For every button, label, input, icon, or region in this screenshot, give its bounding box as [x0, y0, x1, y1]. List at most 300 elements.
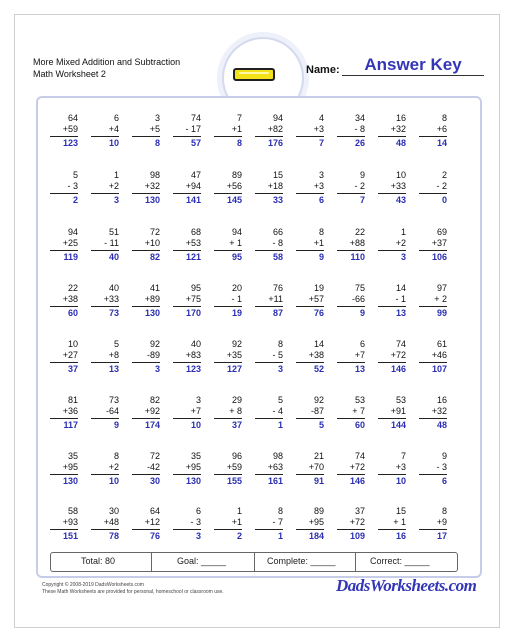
problem-operand: - 2 — [354, 181, 365, 191]
problem-rule — [337, 193, 365, 194]
problem-answer: 37 — [231, 420, 242, 430]
problem-answer: 10 — [190, 420, 201, 430]
problem-answer: 121 — [185, 252, 201, 262]
problem-item — [296, 283, 324, 319]
problem-top-number: 7 — [236, 113, 242, 123]
problem-top-number: 15 — [272, 170, 283, 180]
problem-top-number: 98 — [149, 170, 160, 180]
problem-rule — [296, 250, 324, 251]
problem-answer: 16 — [395, 531, 406, 541]
problem-item — [214, 451, 242, 487]
problem-item — [132, 170, 160, 206]
problem-answer: 99 — [436, 308, 447, 318]
problem-answer: 76 — [313, 308, 324, 318]
problem-rule — [173, 474, 201, 475]
problem-answer: 9 — [318, 252, 324, 262]
problem-answer: 52 — [313, 364, 324, 374]
problem-item — [91, 170, 119, 206]
problem-rule — [419, 250, 447, 251]
problem-rule — [214, 362, 242, 363]
problem-top-number: 8 — [441, 113, 447, 123]
copyright-line-1: Copyright © 2008-2019 DadsWorksheets.com — [42, 582, 144, 588]
problem-operand: - 3 — [67, 181, 78, 191]
problem-operand: + 2 — [434, 294, 447, 304]
problem-item — [419, 451, 447, 487]
problem-rule — [378, 306, 406, 307]
problem-rule — [378, 193, 406, 194]
problem-item — [214, 283, 242, 319]
problem-item — [255, 395, 283, 431]
problem-item — [255, 451, 283, 487]
problem-item — [296, 170, 324, 206]
problem-top-number: 51 — [108, 227, 119, 237]
pencil-icon — [233, 68, 275, 81]
problem-top-number: 64 — [67, 113, 78, 123]
problem-operand: +70 — [308, 462, 324, 472]
problem-rule — [255, 193, 283, 194]
problem-item — [91, 451, 119, 487]
problem-rule — [419, 362, 447, 363]
problem-operand: - 3 — [436, 462, 447, 472]
footer-divider — [254, 553, 255, 571]
problem-item — [337, 339, 365, 375]
problem-answer: 2 — [72, 195, 78, 205]
problem-rule — [50, 306, 78, 307]
goal-field: Goal: _____ — [177, 556, 227, 566]
problem-rule — [337, 136, 365, 137]
problem-operand: +75 — [185, 294, 201, 304]
problem-item — [378, 170, 406, 206]
problem-operand: +8 — [108, 350, 119, 360]
problem-top-number: 94 — [231, 227, 242, 237]
problem-top-number: 16 — [436, 395, 447, 405]
problem-operand: +88 — [349, 238, 365, 248]
problem-rule — [50, 193, 78, 194]
correct-field: Correct: _____ — [370, 556, 430, 566]
problem-answer: 161 — [267, 476, 283, 486]
problem-item — [91, 283, 119, 319]
problem-item — [419, 170, 447, 206]
problem-item — [91, 395, 119, 431]
problem-item — [173, 170, 201, 206]
problem-answer: 107 — [431, 364, 447, 374]
problem-item — [337, 506, 365, 542]
problem-answer: 144 — [390, 420, 406, 430]
problem-rule — [50, 250, 78, 251]
problem-operand: +6 — [436, 124, 447, 134]
problem-operand: -89 — [146, 350, 160, 360]
problem-operand: +37 — [431, 238, 447, 248]
problem-rule — [132, 136, 160, 137]
problem-top-number: 40 — [108, 283, 119, 293]
problem-answer: 3 — [277, 364, 283, 374]
problem-operand: - 7 — [272, 517, 283, 527]
problem-answer: 7 — [318, 138, 324, 148]
problem-item — [173, 451, 201, 487]
problem-top-number: 29 — [231, 395, 242, 405]
problem-answer: 145 — [226, 195, 242, 205]
problem-top-number: 30 — [108, 506, 119, 516]
problem-item — [337, 451, 365, 487]
problem-answer: 110 — [350, 252, 365, 262]
problem-answer: 8 — [154, 138, 160, 148]
total-count: Total: 80 — [81, 556, 116, 566]
problem-answer: 127 — [226, 364, 242, 374]
problem-top-number: 92 — [231, 339, 242, 349]
problem-item — [50, 506, 78, 542]
problem-operand: +2 — [108, 181, 119, 191]
problem-rule — [132, 306, 160, 307]
problem-operand: +91 — [390, 406, 406, 416]
problem-answer: 155 — [226, 476, 242, 486]
footer-divider — [151, 553, 152, 571]
problem-top-number: 73 — [108, 395, 119, 405]
problem-operand: + 8 — [229, 406, 242, 416]
problem-rule — [255, 250, 283, 251]
problem-item — [91, 113, 119, 149]
problem-item — [214, 339, 242, 375]
problem-operand: +46 — [431, 350, 447, 360]
problem-answer: 40 — [108, 252, 119, 262]
problem-operand: +38 — [308, 350, 324, 360]
problem-top-number: 72 — [149, 227, 160, 237]
problem-operand: -42 — [146, 462, 160, 472]
problem-operand: + 7 — [352, 406, 365, 416]
problem-rule — [50, 418, 78, 419]
problem-answer: 117 — [63, 420, 78, 430]
problem-top-number: 3 — [154, 113, 160, 123]
problem-item — [337, 170, 365, 206]
problem-rule — [214, 418, 242, 419]
problem-rule — [296, 193, 324, 194]
problem-answer: 130 — [185, 476, 201, 486]
problem-item — [419, 283, 447, 319]
problem-operand: +18 — [267, 181, 283, 191]
problem-answer: 73 — [108, 308, 119, 318]
problem-item — [214, 506, 242, 542]
problem-top-number: 61 — [436, 339, 447, 349]
problem-top-number: 5 — [113, 339, 119, 349]
problem-item — [173, 339, 201, 375]
problem-answer: 3 — [154, 364, 160, 374]
problem-rule — [173, 529, 201, 530]
problem-top-number: 6 — [359, 339, 365, 349]
problem-operand: +72 — [349, 517, 365, 527]
problem-answer: 10 — [395, 476, 406, 486]
problem-item — [50, 227, 78, 263]
problem-rule — [50, 136, 78, 137]
problem-top-number: 15 — [395, 506, 406, 516]
problem-item — [173, 227, 201, 263]
problem-top-number: 66 — [272, 227, 283, 237]
problem-answer: 170 — [185, 308, 201, 318]
problem-item — [378, 339, 406, 375]
problem-item — [419, 506, 447, 542]
problem-operand: - 4 — [272, 406, 283, 416]
problem-answer: 58 — [272, 252, 283, 262]
problem-rule — [173, 250, 201, 251]
problem-item — [50, 283, 78, 319]
problem-top-number: 10 — [67, 339, 78, 349]
problem-top-number: 8 — [113, 451, 119, 461]
problem-top-number: 47 — [190, 170, 201, 180]
problem-operand: +53 — [185, 238, 201, 248]
problem-operand: +32 — [431, 406, 447, 416]
problem-operand: +3 — [395, 462, 406, 472]
problem-operand: +2 — [395, 238, 406, 248]
problem-rule — [214, 306, 242, 307]
problem-operand: +11 — [268, 294, 283, 304]
problem-operand: +95 — [308, 517, 324, 527]
problem-operand: +10 — [144, 238, 160, 248]
problem-answer: 6 — [318, 195, 324, 205]
problem-answer: 13 — [395, 308, 406, 318]
problem-rule — [132, 193, 160, 194]
problem-operand: +33 — [103, 294, 119, 304]
problem-operand: +5 — [149, 124, 160, 134]
problem-top-number: 20 — [231, 283, 242, 293]
problem-answer: 2 — [236, 531, 242, 541]
problem-rule — [50, 529, 78, 530]
problem-operand: - 8 — [272, 238, 283, 248]
problem-item — [419, 339, 447, 375]
problem-item — [50, 395, 78, 431]
problem-item — [132, 451, 160, 487]
problem-answer: 37 — [67, 364, 78, 374]
problem-item — [296, 339, 324, 375]
problem-rule — [214, 136, 242, 137]
problem-operand: - 8 — [354, 124, 365, 134]
problem-top-number: 98 — [272, 451, 283, 461]
problem-top-number: 94 — [272, 113, 283, 123]
problem-operand: - 1 — [231, 294, 242, 304]
problem-operand: +95 — [62, 462, 78, 472]
problem-answer: 146 — [390, 364, 406, 374]
problem-rule — [255, 362, 283, 363]
problem-answer: 146 — [349, 476, 365, 486]
problem-answer: 130 — [144, 195, 160, 205]
problem-item — [132, 395, 160, 431]
problem-item — [132, 283, 160, 319]
problem-item — [255, 283, 283, 319]
problem-top-number: 10 — [395, 170, 406, 180]
problem-operand: +95 — [185, 462, 201, 472]
dadsworksheets-logo: DadsWorksheets.com — [336, 576, 477, 595]
problem-item — [132, 113, 160, 149]
problem-answer: 130 — [144, 308, 160, 318]
problem-item — [296, 113, 324, 149]
problem-rule — [91, 193, 119, 194]
problem-top-number: 92 — [313, 395, 324, 405]
problem-top-number: 74 — [395, 339, 406, 349]
problem-top-number: 9 — [441, 451, 447, 461]
answer-key-title: Answer Key — [364, 55, 462, 74]
problem-answer: 30 — [149, 476, 160, 486]
problem-top-number: 1 — [113, 170, 119, 180]
problem-item — [255, 339, 283, 375]
problem-top-number: 1 — [400, 227, 406, 237]
problem-top-number: 89 — [231, 170, 242, 180]
problem-item — [91, 227, 119, 263]
problem-operand: +82 — [267, 124, 283, 134]
problem-rule — [419, 306, 447, 307]
problem-answer: 130 — [62, 476, 78, 486]
problem-rule — [132, 529, 160, 530]
problem-rule — [50, 362, 78, 363]
problem-answer: 10 — [108, 138, 119, 148]
problem-rule — [173, 306, 201, 307]
problem-rule — [378, 250, 406, 251]
title-line-2: Math Worksheet 2 — [33, 69, 106, 79]
problem-rule — [91, 529, 119, 530]
problem-item — [419, 395, 447, 431]
problem-item — [50, 170, 78, 206]
problem-answer: 5 — [318, 420, 324, 430]
problem-top-number: 68 — [190, 227, 201, 237]
problem-item — [378, 395, 406, 431]
problem-operand: +56 — [226, 181, 242, 191]
problem-rule — [296, 306, 324, 307]
problem-top-number: 76 — [272, 283, 283, 293]
problem-top-number: 95 — [190, 283, 201, 293]
problem-item — [50, 451, 78, 487]
problem-operand: +63 — [267, 462, 283, 472]
problem-top-number: 74 — [190, 113, 201, 123]
problem-rule — [255, 136, 283, 137]
problem-answer: 26 — [354, 138, 365, 148]
problem-rule — [378, 362, 406, 363]
problem-answer: 174 — [144, 420, 160, 430]
problem-top-number: 4 — [318, 113, 324, 123]
problem-rule — [91, 136, 119, 137]
problem-answer: 17 — [436, 531, 447, 541]
problem-operand: - 17 — [185, 124, 201, 134]
problem-item — [296, 227, 324, 263]
problem-rule — [214, 529, 242, 530]
problem-top-number: 58 — [67, 506, 78, 516]
problem-rule — [419, 474, 447, 475]
problem-item — [132, 227, 160, 263]
problem-top-number: 7 — [400, 451, 406, 461]
problem-operand: +48 — [103, 517, 119, 527]
problem-rule — [214, 250, 242, 251]
problem-top-number: 35 — [67, 451, 78, 461]
problem-rule — [91, 362, 119, 363]
problem-rule — [255, 474, 283, 475]
problem-rule — [419, 193, 447, 194]
problem-answer: 119 — [63, 252, 78, 262]
problem-item — [91, 339, 119, 375]
problem-top-number: 96 — [231, 451, 242, 461]
problem-top-number: 6 — [113, 113, 119, 123]
problem-top-number: 94 — [67, 227, 78, 237]
problem-top-number: 89 — [313, 506, 324, 516]
problem-item — [378, 283, 406, 319]
problem-operand: +93 — [62, 517, 78, 527]
problem-top-number: 64 — [149, 506, 160, 516]
problem-answer: 57 — [190, 138, 201, 148]
problem-rule — [255, 418, 283, 419]
problem-item — [214, 227, 242, 263]
problem-answer: 91 — [313, 476, 324, 486]
problem-item — [173, 395, 201, 431]
problem-operand: +1 — [231, 517, 242, 527]
problem-operand: +4 — [108, 124, 119, 134]
problem-item — [378, 227, 406, 263]
problem-operand: + 1 — [393, 517, 406, 527]
problem-operand: - 2 — [436, 181, 447, 191]
problem-top-number: 37 — [354, 506, 365, 516]
problem-operand: +59 — [62, 124, 78, 134]
problem-answer: 3 — [400, 252, 406, 262]
problem-item — [419, 113, 447, 149]
problem-answer: 1 — [277, 531, 283, 541]
problem-item — [419, 227, 447, 263]
problem-top-number: 8 — [318, 227, 324, 237]
problem-item — [255, 113, 283, 149]
problem-top-number: 92 — [149, 339, 160, 349]
problem-rule — [337, 474, 365, 475]
problem-rule — [173, 362, 201, 363]
problem-item — [337, 283, 365, 319]
copyright-line-2: These Math Worksheets are provided for personal, homeschool or classroom use. — [42, 589, 224, 595]
problem-rule — [173, 136, 201, 137]
problem-answer: 1 — [277, 420, 283, 430]
worksheet-title — [33, 56, 180, 80]
problem-answer: 48 — [395, 138, 406, 148]
problem-item — [132, 506, 160, 542]
problem-top-number: 2 — [441, 170, 447, 180]
problem-operand: - 3 — [190, 517, 201, 527]
problem-item — [337, 113, 365, 149]
problem-answer: 3 — [113, 195, 119, 205]
problem-answer: 184 — [308, 531, 324, 541]
problem-answer: 14 — [436, 138, 447, 148]
problem-item — [132, 339, 160, 375]
problem-rule — [337, 529, 365, 530]
score-footer — [50, 552, 458, 572]
problem-operand: +7 — [354, 350, 365, 360]
problem-answer: 8 — [236, 138, 242, 148]
problem-item — [50, 113, 78, 149]
copyright-notice — [42, 582, 224, 596]
problem-top-number: 6 — [195, 506, 201, 516]
problem-operand: +1 — [313, 238, 324, 248]
problem-operand: +72 — [349, 462, 365, 472]
problem-top-number: 22 — [354, 227, 365, 237]
problem-operand: +27 — [62, 350, 78, 360]
problem-rule — [132, 362, 160, 363]
problem-item — [337, 227, 365, 263]
problem-answer: 76 — [149, 531, 160, 541]
problem-answer: 9 — [113, 420, 119, 430]
problem-operand: +25 — [62, 238, 78, 248]
problem-rule — [296, 362, 324, 363]
problem-rule — [296, 418, 324, 419]
problem-rule — [419, 136, 447, 137]
problem-operand: +12 — [144, 517, 160, 527]
problem-answer: 43 — [395, 195, 406, 205]
problem-operand: +9 — [436, 517, 447, 527]
problem-answer: 123 — [62, 138, 78, 148]
problem-top-number: 1 — [236, 506, 242, 516]
problem-rule — [378, 418, 406, 419]
problem-top-number: 53 — [395, 395, 406, 405]
problem-item — [173, 506, 201, 542]
problem-rule — [337, 250, 365, 251]
title-line-1: More Mixed Addition and Subtraction — [33, 57, 181, 67]
problem-operand: +33 — [390, 181, 406, 191]
